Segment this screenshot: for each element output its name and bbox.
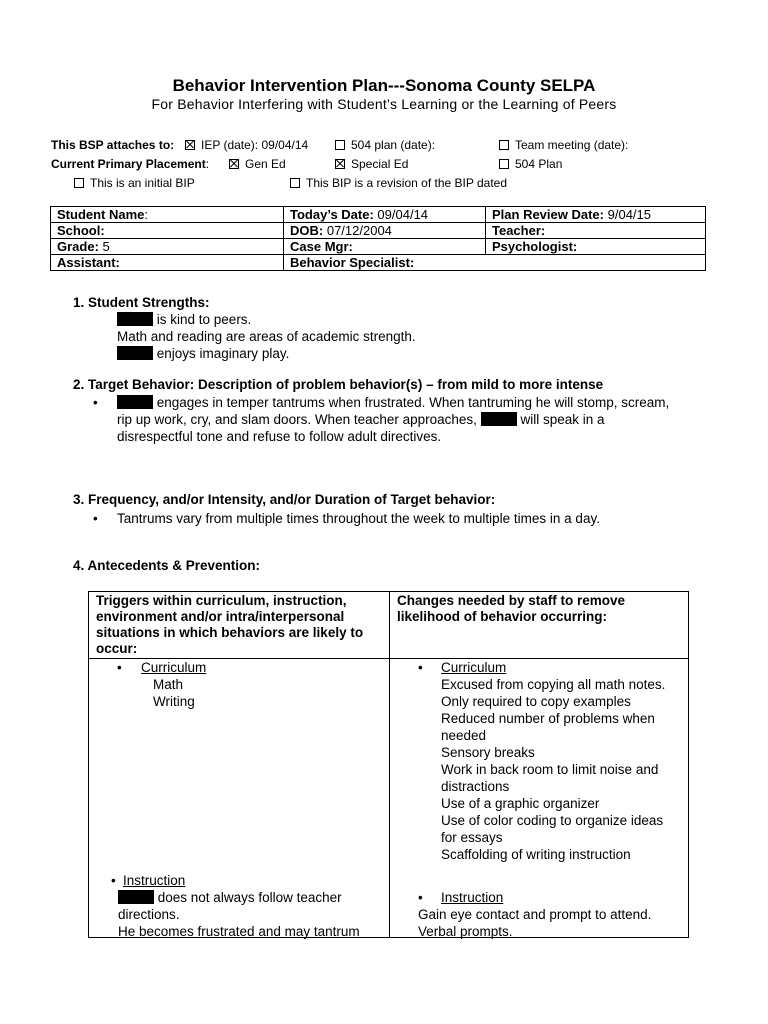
dob-cell[interactable]	[284, 223, 486, 239]
504-plan-date-label: 504 plan (date):	[351, 138, 436, 152]
target-behavior-heading: 2. Target Behavior: Description of problem behavior(s) – from mild to more intense	[73, 377, 604, 392]
target-line-3: disrespectful tone and refuse to follow adult directives.	[117, 429, 442, 444]
strengths-heading: 1. Student Strengths:	[73, 295, 210, 310]
todays-date-value: 09/04/14	[377, 207, 429, 222]
right-item: Sensory breaks	[441, 745, 535, 760]
behavior-specialist-cell[interactable]	[284, 255, 706, 271]
right-item: Work in back room to limit noise and	[441, 762, 659, 777]
left-instruction-line-2: directions.	[118, 907, 180, 922]
school-cell[interactable]	[51, 223, 284, 239]
right-item: for essays	[441, 830, 503, 845]
special-ed-label: Special Ed	[351, 157, 409, 171]
redaction-bar	[118, 890, 154, 904]
bullet-icon: •	[111, 873, 116, 888]
right-item: Only required to copy examples	[441, 694, 631, 709]
redaction-bar	[117, 346, 153, 360]
strengths-list	[117, 311, 416, 362]
right-curriculum-label: Curriculum	[441, 660, 507, 675]
right-instruction-line-1: Gain eye contact and prompt to attend.	[418, 907, 652, 922]
case-mgr-label: Case Mgr:	[290, 239, 353, 254]
redaction-bar	[481, 412, 517, 426]
right-item: Use of a graphic organizer	[441, 796, 600, 811]
bullet-icon: •	[117, 660, 122, 675]
right-item: Reduced number of problems when	[441, 711, 655, 726]
revision-bip-row[interactable]	[290, 176, 507, 190]
placement-row: Current Primary Placement:	[51, 157, 210, 171]
iep-checkbox-row[interactable]	[185, 138, 308, 152]
revision-bip-label: This BIP is a revision of the BIP dated	[306, 176, 507, 190]
frequency-text: Tantrums vary from multiple times throughout the week to multiple times in a day.	[117, 511, 600, 526]
todays-date-label: Today’s Date:	[290, 207, 374, 222]
document-title: Behavior Intervention Plan---Sonoma County SELPA	[172, 76, 596, 95]
behavior-specialist-label: Behavior Specialist:	[290, 255, 415, 270]
iep-checkbox[interactable]	[185, 140, 195, 150]
iep-label: IEP (date): 09/04/14	[201, 138, 309, 152]
bullet-icon: •	[93, 395, 98, 410]
team-meeting-label: Team meeting (date):	[515, 138, 629, 152]
left-curriculum-block	[141, 659, 206, 710]
table-divider	[389, 592, 390, 937]
right-curriculum-block	[441, 659, 686, 863]
504-plan-checkbox[interactable]	[499, 159, 509, 169]
team-meeting-checkbox[interactable]	[499, 140, 509, 150]
target-line-2b: will speak in a	[520, 412, 605, 427]
revision-bip-checkbox[interactable]	[290, 178, 300, 188]
redaction-bar	[117, 395, 153, 409]
review-date-cell[interactable]	[486, 207, 706, 223]
grade-cell[interactable]	[51, 239, 284, 255]
left-writing: Writing	[153, 694, 195, 709]
right-item: Use of color coding to organize ideas	[441, 813, 664, 828]
right-item: needed	[441, 728, 487, 743]
frequency-heading: 3. Frequency, and/or Intensity, and/or Duration of Target behavior:	[73, 492, 496, 507]
left-math: Math	[153, 677, 184, 692]
initial-bip-checkbox[interactable]	[74, 178, 84, 188]
assistant-label: Assistant:	[57, 255, 120, 270]
gen-ed-checkbox[interactable]	[229, 159, 239, 169]
504-plan-label: 504 Plan	[515, 157, 563, 171]
target-line-1: engages in temper tantrums when frustrated. When tantruming he will stomp, scream,	[156, 395, 670, 410]
placement-label: Current Primary Placement	[51, 157, 206, 171]
antecedents-heading: 4. Antecedents & Prevention:	[73, 558, 261, 573]
grade-value: 5	[102, 239, 110, 254]
504-plan-date-checkbox[interactable]	[335, 140, 345, 150]
grade-label: Grade:	[57, 239, 99, 254]
target-line-2a: rip up work, cry, and slam doors. When teacher approaches,	[117, 412, 477, 427]
dob-label: DOB:	[290, 223, 324, 238]
strength-line-3: enjoys imaginary play.	[156, 346, 290, 361]
case-mgr-cell[interactable]	[284, 239, 486, 255]
504-plan-date-row[interactable]	[335, 138, 435, 152]
student-name-cell[interactable]: Student Name:	[51, 207, 284, 223]
right-instruction-line-2: Verbal prompts.	[418, 924, 513, 939]
review-date-label: Plan Review Date:	[492, 207, 604, 222]
antecedents-table	[88, 591, 689, 938]
target-behavior-text	[117, 394, 669, 445]
teacher-label: Teacher:	[492, 223, 546, 238]
gen-ed-label: Gen Ed	[245, 157, 286, 171]
504-plan-row[interactable]	[499, 157, 562, 171]
bullet-icon: •	[93, 511, 98, 526]
document-subtitle: For Behavior Interfering with Student’s Learning or the Learning of Peers	[151, 96, 617, 112]
right-instruction-label: Instruction	[441, 890, 504, 905]
initial-bip-row[interactable]	[74, 176, 195, 190]
triggers-column-header: Triggers within curriculum, instruction, environment and/or intra/interpersonal situations in which behaviors are likely to occur:	[96, 593, 364, 656]
bullet-icon: •	[418, 890, 423, 905]
student-info-table	[50, 206, 706, 271]
strength-line-2: Math and reading are areas of academic strength.	[117, 329, 416, 344]
school-label: School:	[57, 223, 105, 238]
student-name-label: Student Name	[57, 207, 145, 222]
changes-column-header: Changes needed by staff to remove likelihood of behavior occurring:	[397, 593, 626, 624]
left-instruction-block	[118, 889, 388, 940]
psychologist-label: Psychologist:	[492, 239, 578, 254]
strength-line-1: is kind to peers.	[156, 312, 252, 327]
review-date-value: 9/04/15	[607, 207, 651, 222]
gen-ed-row[interactable]	[229, 157, 286, 171]
attach-label: This BSP attaches to	[51, 138, 171, 152]
attach-row: This BSP attaches to:	[51, 138, 175, 152]
bullet-icon: •	[418, 660, 423, 675]
todays-date-cell[interactable]	[284, 207, 486, 223]
special-ed-row[interactable]	[335, 157, 408, 171]
right-item: distractions	[441, 779, 510, 794]
right-item: Excused from copying all math notes.	[441, 677, 666, 692]
left-instruction-line-1: does not always follow teacher	[157, 890, 342, 905]
right-item: Scaffolding of writing instruction	[441, 847, 631, 862]
left-curriculum-label: Curriculum	[141, 660, 207, 675]
redaction-bar	[117, 312, 153, 326]
assistant-cell[interactable]	[51, 255, 284, 271]
dob-value: 07/12/2004	[326, 223, 392, 238]
right-instruction-block	[418, 906, 686, 940]
teacher-cell[interactable]	[486, 223, 706, 239]
team-meeting-row[interactable]	[499, 138, 628, 152]
initial-bip-label: This is an initial BIP	[90, 176, 195, 190]
left-instruction-label: Instruction	[123, 873, 186, 888]
psychologist-cell[interactable]	[486, 239, 706, 255]
left-instruction-line-3: He becomes frustrated and may tantrum	[118, 924, 360, 939]
special-ed-checkbox[interactable]	[335, 159, 345, 169]
